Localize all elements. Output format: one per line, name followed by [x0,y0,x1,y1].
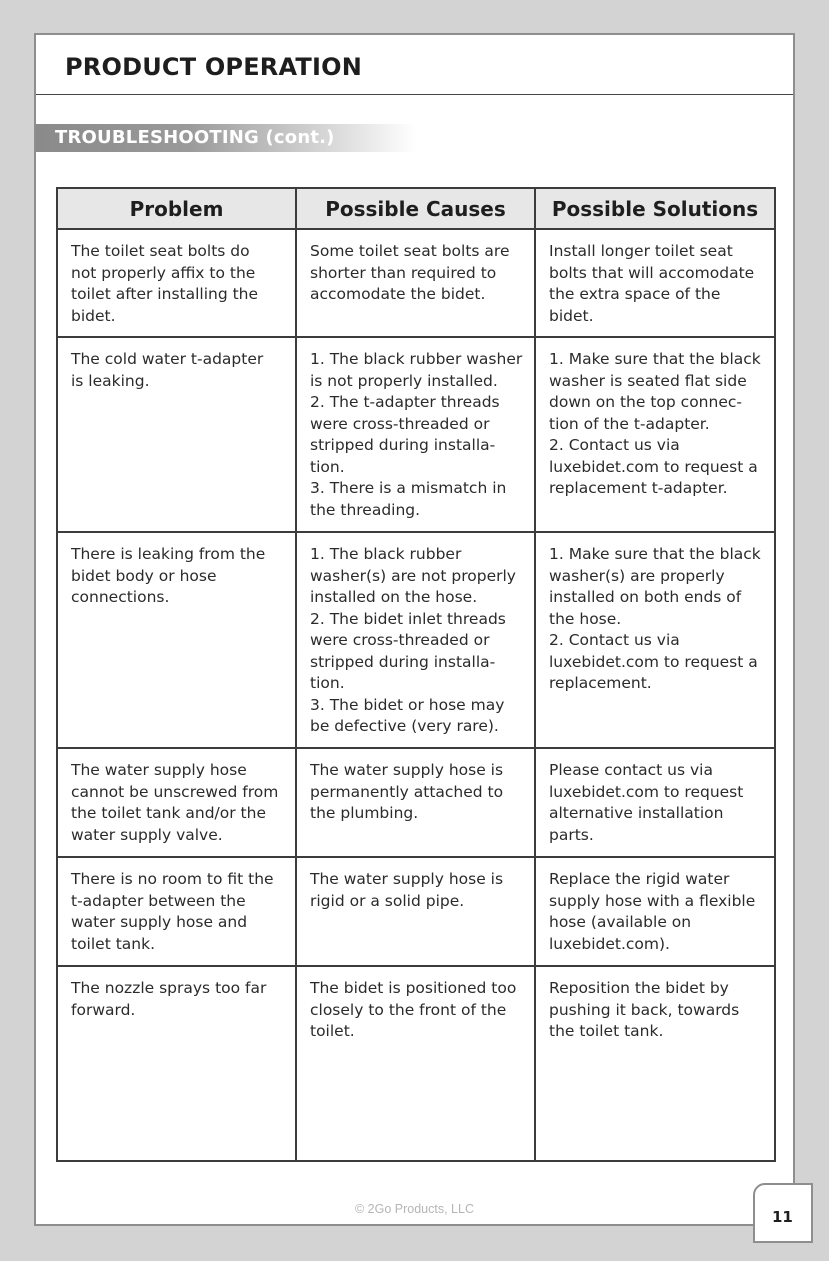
cell-text-line: washer(s) are not properly [310,566,516,585]
cell-text-line: The nozzle sprays too far [71,979,267,997]
section-title: TROUBLESHOOTING (cont.) [55,127,335,148]
troubleshooting-table [56,187,776,1162]
cell-text-line: luxebidet.com to request a [549,652,758,671]
cell-text-line: toilet tank. [71,934,156,953]
cell-text-line: the threading. [310,500,421,519]
cell-text-line: closely to the front of the [310,1000,507,1019]
cell-text-line: hose (available on [549,913,692,931]
cell-text-line: supply hose with a flexible [549,891,756,910]
cell-text-line: stripped during installa- [310,652,496,671]
cell-text-line: down on the top connec- [549,393,742,411]
table-row [57,532,775,748]
cell-text-line: 1. Make sure that the black [549,350,761,368]
table-row [57,857,775,966]
cell-text-line: stripped during installa- [310,436,496,454]
cell-text-line: The water supply hose is [310,761,504,779]
cell-text-line: tion. [310,457,345,476]
cell-text-line: The cold water t-adapter [71,350,264,368]
cell-text-line: tion of the t-adapter. [549,414,710,433]
title-divider [36,94,793,95]
cell-text-line: 3. The bidet or hose may [310,695,505,714]
cell-problem [57,532,296,748]
cell-text-line: were cross-threaded or [310,414,490,433]
cell-text-line: Some toilet seat bolts are [310,242,510,260]
cell-text-line: forward. [71,1000,136,1019]
cell-text-line: pushing it back, towards [549,1000,740,1019]
cell-text-line: alternative installation [549,804,724,822]
cell-text-line: bidet. [549,306,594,325]
cell-solutions [535,532,775,748]
cell-text-line: rigid or a solid pipe. [310,891,465,910]
cell-text-line: tion. [310,674,345,692]
cell-problem [57,966,296,1161]
cell-text-line: installed on both ends of [549,588,742,606]
cell-text-line: 3. There is a mismatch in [310,479,507,497]
cell-text-line: 1. The black rubber [310,545,462,563]
cell-text-line: the plumbing. [310,804,419,822]
cell-text-line: bolts that will accomodate [549,263,755,282]
cell-text-line: be defective (very rare). [310,717,499,735]
cell-text-line: There is leaking from the [71,545,266,563]
table-row [57,966,775,1161]
cell-problem [57,857,296,966]
cell-text-line: toilet. [310,1022,355,1040]
cell-text-line: connections. [71,588,170,606]
cell-text-line: There is no room to fit the [71,870,274,888]
cell-solutions [535,966,775,1161]
cell-text-line: The bidet is positioned too [310,979,517,997]
cell-problem [57,748,296,857]
copyright-notice: © 2Go Products, LLC [355,1202,474,1216]
cell-text-line: installed on the hose. [310,588,478,606]
cell-causes [296,748,535,857]
table-row [57,337,775,532]
cell-causes [296,229,535,337]
cell-text-line: replacement t-adapter. [549,479,728,497]
cell-text-line: 1. The black rubber washer [310,350,523,368]
cell-text-line: the toilet tank and/or the [71,804,266,822]
cell-text-line: 2. Contact us via [549,631,680,649]
cell-text-line: parts. [549,825,594,844]
cell-text-line: luxebidet.com to request a [549,457,758,476]
cell-text-line: luxebidet.com). [549,934,670,953]
cell-text-line: were cross-threaded or [310,631,490,649]
cell-text-line: Replace the rigid water [549,870,730,888]
cell-problem [57,229,296,337]
cell-text-line: accomodate the bidet. [310,285,486,303]
cell-solutions [535,857,775,966]
cell-causes [296,337,535,532]
cell-text-line: not properly affix to the [71,263,256,282]
cell-text-line: water supply hose and [71,913,248,931]
cell-text-line: the extra space of the [549,285,721,303]
cell-text-line: permanently attached to [310,782,504,801]
cell-text-line: The water supply hose [71,761,247,779]
cell-text-line: cannot be unscrewed from [71,782,279,801]
cell-text-line: The toilet seat bolts do [71,242,250,260]
section-banner [36,124,416,152]
table-row [57,748,775,857]
cell-solutions [535,229,775,337]
cell-text-line: 2. The bidet inlet threads [310,609,506,628]
cell-text-line: water supply valve. [71,825,223,844]
cell-text-line: bidet. [71,306,116,325]
cell-text-line: toilet after installing the [71,285,259,303]
cell-text-line: replacement. [549,674,652,692]
cell-text-line: the hose. [549,609,622,628]
cell-text-line: 2. The t-adapter threads [310,393,500,411]
cell-text-line: 1. Make sure that the black [549,545,761,563]
cell-text-line: bidet body or hose [71,566,217,585]
cell-text-line: The water supply hose is [310,870,504,888]
cell-causes [296,966,535,1161]
table-row [57,229,775,337]
cell-text-line: Reposition the bidet by [549,979,729,997]
cell-solutions [535,748,775,857]
cell-solutions [535,337,775,532]
cell-text-line: is not properly installed. [310,371,498,390]
cell-text-line: washer is seated flat side [549,371,747,390]
cell-text-line: shorter than required to [310,263,497,282]
column-header-causes: Possible Causes [296,188,535,229]
cell-text-line: washer(s) are properly [549,566,725,585]
cell-text-line: Please contact us via [549,761,713,779]
column-header-solutions: Possible Solutions [535,188,775,229]
cell-text-line: the toilet tank. [549,1022,664,1040]
manual-page [34,33,795,1226]
cell-causes [296,857,535,966]
cell-text-line: t-adapter between the [71,891,246,910]
cell-problem [57,337,296,532]
page-title: PRODUCT OPERATION [65,53,362,81]
cell-text-line: is leaking. [71,371,150,390]
cell-text-line: 2. Contact us via [549,436,680,454]
page-number: 11 [772,1208,793,1226]
column-header-problem: Problem [57,188,296,229]
cell-causes [296,532,535,748]
cell-text-line: Install longer toilet seat [549,242,733,260]
cell-text-line: luxebidet.com to request [549,782,744,801]
table-header-row [57,188,775,229]
